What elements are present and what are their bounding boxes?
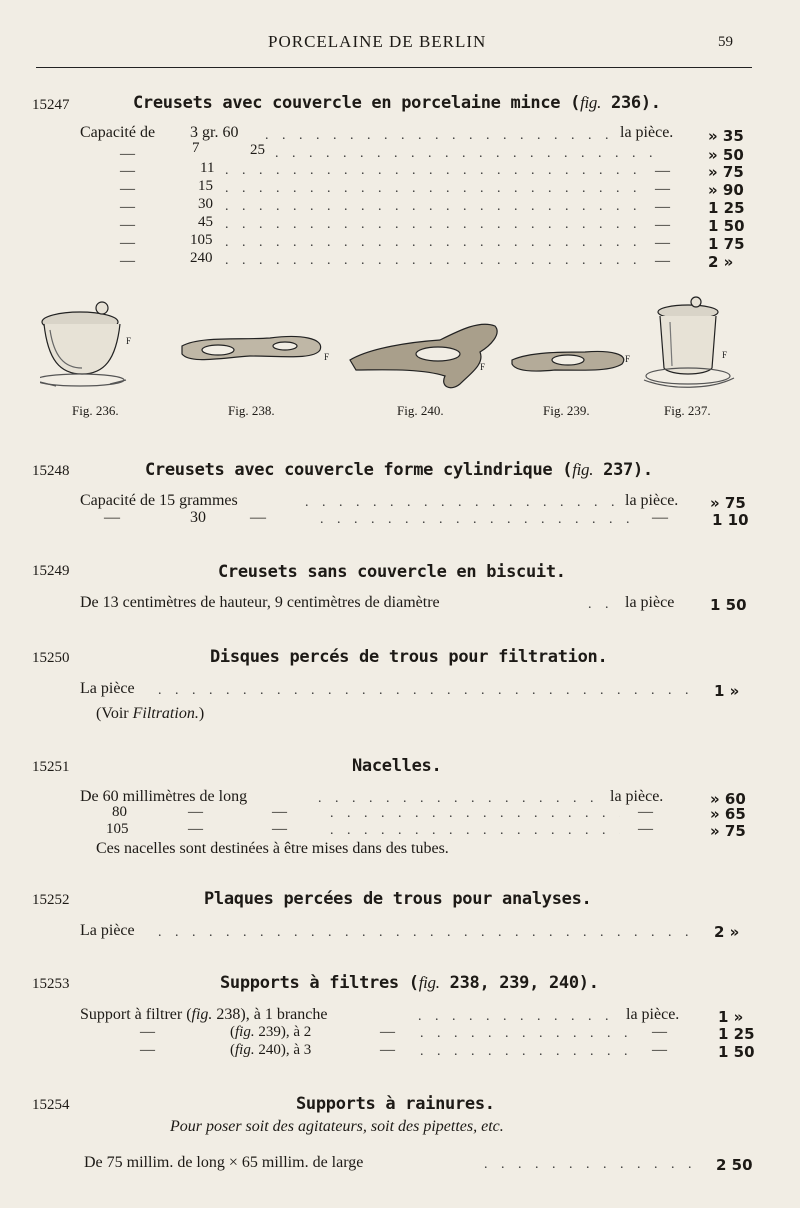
figure-caption: Fig. 237. — [664, 403, 711, 418]
ditto-dash: — — [188, 804, 203, 820]
ditto-dash: — — [120, 199, 135, 215]
leader-dots — [588, 597, 618, 613]
article-number: 15251 — [32, 759, 70, 775]
price: 1 » — [714, 682, 740, 700]
ditto-dash: — — [638, 804, 653, 820]
item-line: La pièce — [80, 680, 135, 697]
leader-dots — [225, 199, 650, 215]
leader-dots — [330, 806, 620, 822]
price: 1 25 — [718, 1025, 755, 1043]
leader-dots — [225, 163, 650, 179]
section-title: Creusets sans couvercle en biscuit. — [218, 562, 566, 582]
price: 2 50 — [716, 1156, 753, 1174]
filter-support-238-illustration — [182, 337, 329, 363]
leader-dots — [225, 253, 650, 269]
crucible-lid-illustration — [40, 302, 131, 386]
qty: 105 — [190, 232, 213, 248]
qty: 240 — [190, 250, 213, 266]
item-line: Capacité de 15 grammes — [80, 492, 238, 509]
qty: 45 — [198, 214, 213, 230]
price: 1 » — [718, 1008, 744, 1026]
price: 2 » — [714, 923, 740, 941]
ditto-dash: — — [652, 509, 668, 526]
price: » 75 — [710, 494, 746, 512]
ditto-dash: — — [120, 217, 135, 233]
price: » 60 — [710, 790, 746, 808]
qty: 30 — [198, 196, 213, 212]
figure-caption: Fig. 238. — [228, 403, 275, 418]
leader-dots — [420, 1026, 640, 1042]
ditto-dash: — — [188, 821, 203, 837]
leader-dots — [318, 791, 600, 807]
cylinder-crucible-illustration — [644, 297, 734, 387]
svg-text:F: F — [126, 336, 132, 346]
item-line: (fig. 239), à 2 — [230, 1024, 312, 1040]
leader-dots — [320, 512, 640, 528]
article-number: 15253 — [32, 976, 70, 992]
see-also-note: (Voir Filtration.) — [96, 705, 205, 722]
figure-caption: Fig. 240. — [397, 403, 444, 418]
leader-dots — [265, 128, 615, 144]
svg-text:F: F — [480, 362, 486, 372]
article-number: 15252 — [32, 892, 70, 908]
price: 1 10 — [712, 511, 749, 529]
article-number: 15247 — [32, 97, 70, 113]
item-line: De 13 centimètres de hauteur, 9 centimètres de diamètre — [80, 594, 440, 611]
price: » 50 — [708, 146, 744, 164]
qty: 80 — [112, 804, 127, 820]
ditto-dash: — — [120, 181, 135, 197]
note: Ces nacelles sont destinées à être mises dans des tubes. — [96, 840, 449, 857]
price: 1 75 — [708, 235, 745, 253]
ditto-dash: — — [272, 821, 287, 837]
ditto-dash: — — [120, 253, 135, 269]
leader-dots — [225, 235, 650, 251]
article-number: 15254 — [32, 1097, 70, 1113]
ditto-dash: — — [655, 199, 670, 215]
ditto-dash: — — [120, 235, 135, 251]
leader-dots — [420, 1044, 640, 1060]
ditto-dash: — — [380, 1042, 395, 1058]
page-number: 59 — [718, 34, 733, 50]
item-line: De 75 millim. de long × 65 millim. de large — [84, 1154, 364, 1171]
figures-engraving — [40, 290, 760, 400]
ditto-dash: — — [140, 1042, 155, 1058]
ditto-dash: — — [120, 163, 135, 179]
leader-dots — [158, 925, 688, 941]
section-title: Creusets avec couvercle en porcelaine mince (fig. 236). — [133, 93, 661, 113]
leader-dots — [275, 146, 665, 162]
figure-caption: Fig. 236. — [72, 403, 119, 418]
price: 1 50 — [710, 596, 747, 614]
ditto-dash: — — [104, 509, 120, 526]
price: 1 50 — [718, 1043, 755, 1061]
leader-dots — [330, 823, 620, 839]
price: 2 » — [708, 253, 734, 271]
unit-label: la pièce. — [626, 1006, 680, 1023]
ditto-dash: — — [140, 1024, 155, 1040]
section-subtitle: Pour poser soit des agitateurs, soit des pipettes, etc. — [170, 1118, 504, 1135]
qty-decimal: 25 — [250, 142, 265, 158]
ditto-dash: — — [120, 146, 135, 162]
ditto-dash: — — [652, 1042, 667, 1058]
price: » 65 — [710, 805, 746, 823]
section-title: Disques percés de trous pour filtration. — [210, 647, 608, 667]
leader-dots — [225, 181, 650, 197]
ditto-dash: — — [655, 217, 670, 233]
price: » 75 — [710, 822, 746, 840]
filter-support-240-illustration — [350, 324, 497, 388]
price: 1 25 — [708, 199, 745, 217]
ditto-dash: — — [638, 821, 653, 837]
svg-text:F: F — [324, 352, 330, 362]
filter-support-239-illustration — [512, 352, 630, 372]
page-title: PORCELAINE DE BERLIN — [268, 32, 487, 51]
leader-dots — [158, 683, 688, 699]
item-line: (fig. 240), à 3 — [230, 1042, 312, 1058]
header-rule — [36, 67, 752, 68]
unit-label: la pièce. — [625, 492, 679, 509]
article-number: 15248 — [32, 463, 70, 479]
ditto-dash: — — [250, 509, 266, 526]
unit-label: la pièce. — [620, 124, 674, 141]
qty: 7 — [192, 140, 200, 156]
ditto-dash: — — [655, 181, 670, 197]
item-line: De 60 millimètres de long — [80, 788, 248, 805]
ditto-dash: — — [380, 1024, 395, 1040]
qty: 30 — [190, 509, 206, 526]
svg-text:F: F — [625, 354, 631, 364]
unit-label: la pièce. — [610, 788, 664, 805]
article-number: 15249 — [32, 563, 70, 579]
qty: 11 — [200, 160, 215, 176]
price: » 35 — [708, 127, 744, 145]
qty: 3 gr. 60 — [190, 124, 239, 141]
price: » 90 — [708, 181, 744, 199]
unit-label: la pièce — [625, 594, 675, 611]
section-title: Nacelles. — [352, 756, 442, 776]
price: » 75 — [708, 163, 744, 181]
figure-caption: Fig. 239. — [543, 403, 590, 418]
section-title: Supports à rainures. — [296, 1094, 495, 1114]
qty: 105 — [106, 821, 129, 837]
section-title: Plaques percées de trous pour analyses. — [204, 889, 592, 909]
item-line: La pièce — [80, 922, 135, 939]
article-number: 15250 — [32, 650, 70, 666]
svg-text:F: F — [722, 350, 728, 360]
capacity-label: Capacité de — [80, 124, 156, 141]
section-title: Creusets avec couvercle forme cylindrique (fig. 237). — [145, 460, 653, 480]
leader-dots — [484, 1157, 694, 1173]
ditto-dash: — — [272, 804, 287, 820]
item-line: Support à filtrer (fig. 238), à 1 branche — [80, 1006, 328, 1023]
ditto-dash: — — [652, 1024, 667, 1040]
price: 1 50 — [708, 217, 745, 235]
section-title: Supports à filtres (fig. 238, 239, 240). — [220, 973, 599, 993]
ditto-dash: — — [655, 253, 670, 269]
qty: 15 — [198, 178, 213, 194]
leader-dots — [305, 495, 615, 511]
ditto-dash: — — [655, 163, 670, 179]
leader-dots — [225, 217, 650, 233]
leader-dots — [418, 1009, 616, 1025]
ditto-dash: — — [655, 235, 670, 251]
